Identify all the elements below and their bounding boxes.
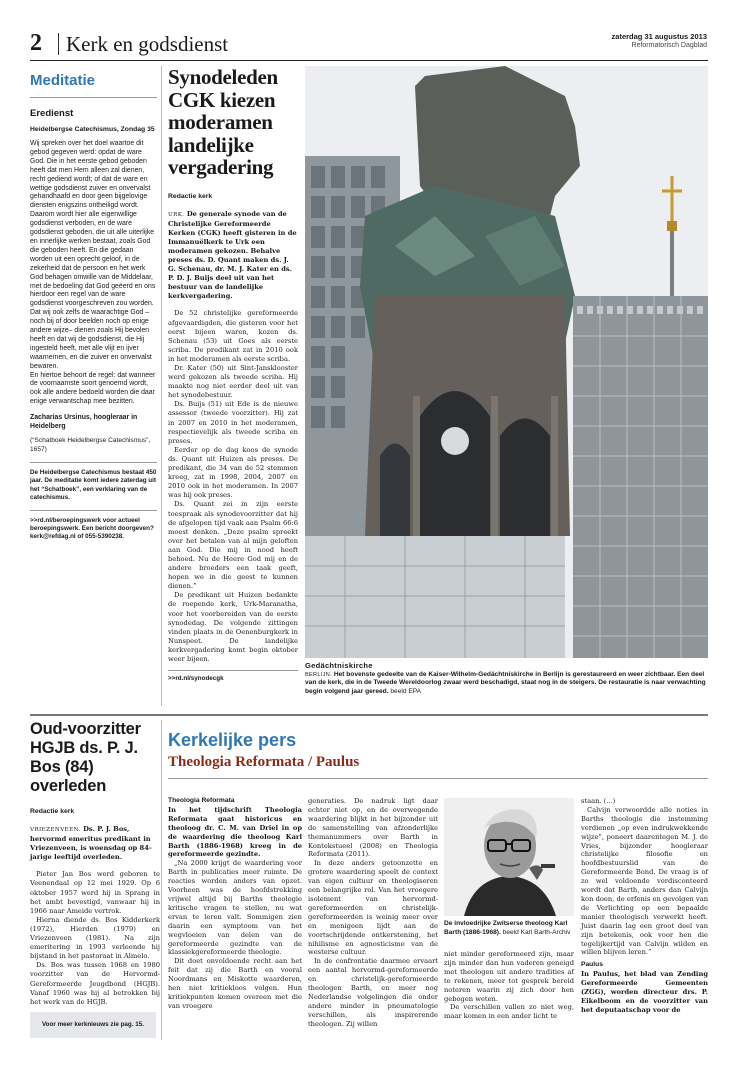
pers-column-4 xyxy=(581,797,708,1015)
bos-paragraph: Pieter Jan Bos werd geboren te Veenendaal op 12 mei 1929. Op 6 oktober 1957 werd hij in Sprang in het ambt bevestigd, vanwaar hij in 1966 naar Ameide vertrok. xyxy=(30,870,160,915)
bos-lead xyxy=(30,825,160,862)
pers-column-2 xyxy=(308,797,438,1029)
pers-paragraph: In de confrontatie daarmee ervaart een aantal hervormd-gereformeerde en christelijk-gereformeerde theologen Barth, en meer nog Nederlandse volgelingen die onder andere minder in pneumatologie verschillen, als inspirerende theologen. Zij willen xyxy=(308,957,438,1028)
synode-paragraph: Dr. Kater (50) uit Sint-Jansklooster werd gekozen als tweede scriba. Hij maakte nog niet eerder deel uit van het synodebestuur. xyxy=(168,364,298,400)
section-rule xyxy=(30,714,708,716)
photo-caption-body: Het bovenste gedeelte van de Kaiser-Wilhelm-Gedächtniskirche in Berlijn is gerestaureerd en weer zichtbaar. Een deel van de kerk, die in de Tweede Wereldoorlog zwaar werd beschadigd, staat nog in de steigers. De restauratie is naar verwachting begin volgend jaar gereed. xyxy=(305,670,706,695)
barth-caption-text: De invloedrijke Zwitserse theoloog Karl Barth (1886-1968). xyxy=(444,920,568,936)
pers-paragraph: staan. (...) xyxy=(581,797,616,805)
meditatie-column xyxy=(30,66,157,542)
pers-paragraph: Dit doet onvoldoende recht aan het feit dat zij die Barth en vooral Noordmans en Miskotte waarderen, hen niet kritiekloos volgen. Hun kritiekpunten komen overeen met die van vroegere xyxy=(168,957,302,1010)
meditatie-book: (“Schatboek Heidelbergse Catechismus”, 1657) xyxy=(30,437,151,453)
meditatie-title: Meditatie xyxy=(30,66,157,98)
synode-paragraph: De predikant uit Huizen bedankte de roepende kerk, Urk-Maranatha, voor het voorbereiden van de eerste synodedag. De volgende zittingen vinden plaats in de Oenenburgkerk in Nunspeet. De landelijke kerkvergadering komt begin oktober weer bijeen. xyxy=(168,591,298,663)
pers-title: Kerkelijke pers xyxy=(168,730,297,750)
meditatie-note: De Heidelbergse Catechismus bestaat 450 jaar. De meditatie komt iedere zaterdag uit het “Schatboek”, een verklaring van de catechismus. xyxy=(30,462,157,502)
synode-body xyxy=(168,309,298,664)
meditatie-paragraph: Wij spreken over het doel waartoe dit gebod gegeven werd: opdat de ware God. Die in het eerste gebod geboden heeft dat men Hem alleen zal dienen, recht gediend wordt; of dat de ware en wettige godsdienst zuiver en onvervalst gehandhaafd en door geen bijgelovige diensten enigszins ontheiligd wordt. Daarom wordt hier alle eigenwillige godsdienst verboden, en de ware godsdienst geboden, die uit alle uiterlijke en innerlijke werken bestaat, zoals God die geboden heeft. En die gedaan worden uit een oprecht geloof, in de zekerheid dat de persoon en het werk God behagen omwille van de Middelaar, met de bedoeling dat God geëerd en ons hierdoor een regel van de ware godsdienst voorgeschreven zou worden. Dat wij ook zelfs de waarachtige God –noch bij of door beelden noch op enige andere wijze– dienen zoals Hij bevolen heeft en dat wij de godsdienst, die Hij ingesteld heeft, met alle vlijt en ijver waarnemen, en die zuiver en onvervalst bewaren. xyxy=(30,140,156,370)
barth-portrait xyxy=(444,798,574,916)
photo-caption-dateline: BERLIJN. xyxy=(305,671,332,678)
newspaper-name: Reformatorisch Dagblad xyxy=(631,42,707,49)
synode-lead-text: De generale synode van de Christelijke Gereformeerde Kerken (CGK) heeft gisteren in de Immanuëlkerk te Urk een moderamen gekozen. Behalve preses ds. D. Quant maken ds. J. G. Schenau, dr. M. J. Kater en ds. P. D. J. Buijs deel uit van het bestuur van de landelijke kerkvergadering. xyxy=(168,209,297,301)
column-divider xyxy=(161,66,162,706)
pers-paragraph: In deze anders getoonzette en grotere waardering speelt de context van eigen cultuur en theologiseren een belangrijke rol. Van het vroegere isolement van hervormd-gereformeerden en christelijk-gereformeerden is weinig meer over en menigeen lijdt aan de voortschrijdende ontkerstening, het nihilisme en agnosticisme van de westerse cultuur. xyxy=(308,859,438,957)
barth-caption xyxy=(444,920,574,937)
page-number: 2 xyxy=(30,30,42,56)
pers-col1-head: Theologia Reformata xyxy=(168,797,235,804)
bos-headline: Oud-voorzitter HGJB ds. P. J. Bos (84) overleden xyxy=(30,720,141,795)
bos-lead-text: Ds. P. J. Bos, hervormd emeritus predikant in Vriezenveen, is woensdag op 84-jarige leeftijd overleden. xyxy=(30,825,152,862)
meditatie-paragraph: En hiertoe behoort de regel: dat wanneer de voornaamste soort genoemd wordt, ook alle andere bedoeld worden die daar enige verwantschap mee bezitten. xyxy=(30,371,156,406)
synode-headline: Synodeleden CGK kiezen moderamen landelijke vergadering xyxy=(168,65,278,179)
meditatie-source: Heidelbergse Catechismus, Zondag 35 xyxy=(30,126,155,133)
pers-paragraph: generaties. De nadruk ligt daar echter niet op, en de overwegende waardering blijkt in het bijzonder uit de samenstelling van afzonderlijke themanummers over Barth in Kontekstueel (2008) en Theologia Reformata (2011). xyxy=(308,797,438,859)
column-divider xyxy=(161,720,162,1040)
synode-byline: Redactie kerk xyxy=(168,192,213,200)
photo-caption xyxy=(305,662,708,696)
synode-article xyxy=(168,66,298,682)
bos-article xyxy=(30,720,160,1007)
barth-credit: beeld Karl Barth-Archiv xyxy=(502,928,571,936)
pers-paragraph: De verschillen vallen zo niet weg, maar komen in een ander licht te xyxy=(444,1003,574,1021)
pers-paragraph: Calvijn verwoordde alle noties in Barths theologie die instemming verdienen „op even indrukwekkende wijze”, poneert daarentegen M. J. de Vries, bijzonder hoogleraar christelijke filosofie en hoofdbestuurslid van de Gereformeerde Bond. De vraag is of zo wel voldoende verdisconteerd wordt dat Barth, anders dan Calvijn kon doen, de erfenis en gevolgen van de Verlichting op een bepaalde manier theologisch verwerkt heeft. Juist daarin lag een groot deel van zijn betekenis, ook voor hen die tegelijkertijd van Calvijn wilden en willen blijven leren.” xyxy=(581,805,708,957)
synode-lead xyxy=(168,210,298,302)
header-rule xyxy=(30,60,708,61)
pers-column-1 xyxy=(168,797,302,1011)
photo-caption-title: Gedächtniskirche xyxy=(305,661,373,670)
meditatie-subtitle: Eredienst xyxy=(30,108,74,119)
synode-link[interactable]: >>rd.nl/synodecgk xyxy=(168,670,298,682)
pers-col4-head: Paulus xyxy=(581,961,603,969)
photo-caption-text xyxy=(305,671,708,697)
beroepingswerk-link[interactable]: >>rd.nl/beroepingswerk voor actueel beroepingswerk. Een bericht doorgeven? kerk@refdag.nl of 055-5390238. xyxy=(30,510,157,542)
header-divider xyxy=(58,33,59,55)
section-title: Kerk en godsdienst xyxy=(66,32,229,56)
issue-date: zaterdag 31 augustus 2013 xyxy=(611,32,707,41)
pers-col1-lead: In het tijdschrift Theologia Reformata gaat historicus en theoloog dr. C. M. van Driel in op de waardering die theoloog Karl Barth (1886-1968) kreeg in de gereformeerde gezindte. xyxy=(168,805,302,859)
synode-paragraph: Ds. Quant zei in zijn eerste toespraak als synodevoorzitter dat hij de afgelopen tijd vaak aan Psalm 66:6 moest denken. „Deze psalm spreekt over het betalen van al mijn geloften aan God. Die mij in nood heeft behoed. Nu de Heere God mij en de andere broeders een taak geeft, hopen we in die geest te kunnen dienen.” xyxy=(168,500,298,591)
bos-body xyxy=(30,870,160,1006)
meditatie-author: Zacharias Ursinus, hoogleraar in Heidelberg xyxy=(30,414,138,431)
pers-subtitle: Theologia Reformata / Paulus xyxy=(168,754,360,770)
photo-credit: beeld EPA xyxy=(390,687,422,695)
bos-byline: Redactie kerk xyxy=(30,808,75,815)
church-photo xyxy=(305,66,708,658)
bos-dateline: VRIEZENVEEN. xyxy=(30,827,81,833)
pers-rule xyxy=(168,778,708,779)
bos-paragraph: Ds. Bos was tussen 1968 en 1980 voorzitter van de Hervormd-Gereformeerde Jeugdbond (HGJB). Vanaf 1960 was hij al betrokken bij het werk van de HGJB. xyxy=(30,961,160,1006)
synode-paragraph: De 52 christelijke gereformeerde afgevaardigden, die gisteren voor het eerst bijeen waren, kozen ds. Schenau (53) uit Goes als eerste scriba. De predikant zat in 2010 ook in het moderamen als eerste scriba. xyxy=(168,309,298,363)
pers-column-3 xyxy=(444,950,574,1021)
bos-paragraph: Hierna diende ds. Bos Kidderkerk (1972), Hierden (1979) en Vriezenveen (1981). Na zijn emeritering in 1993 verleende hij bijstand in het pastoraat in Almelo. xyxy=(30,915,160,961)
synode-paragraph: Eerder op de dag koos de synode ds. Quant uit Huizen als preses. De predikant, die 34 van de 52 stemmen kreeg, zat in 1998, 2004, 2007 en 2010 ook in het moderamen. In 2007 was hij ook preses. xyxy=(168,445,298,500)
pers-paragraph: niet minder gereformeerd zijn, maar zijn minder dan hun vaderen geneigd met theologen uit andere tradities af te rekenen, meer tot gesprek bereid noteren waarin zij zich door hen gebogen weten. xyxy=(444,950,574,1003)
synode-paragraph: Ds. Buijs (51) uit Ede is de nieuwe assessor (tweede voorzitter). Hij zat in 2007 en 2010 in het moderamen, respectievelijk als tweede scriba en preses. xyxy=(168,400,298,445)
pers-col4-lead: In Paulus, het blad van Zending Gereformeerde Gemeenten (ZGG), worden directeur drs. P. Eikelboom en de voorzitter van het deputaatschap voor de xyxy=(581,970,708,1014)
meditatie-body xyxy=(30,140,157,407)
more-news-box[interactable]: Voor meer kerknieuws zie pag. 15. xyxy=(30,1012,156,1038)
church-illustration xyxy=(305,66,708,658)
pers-paragraph: „Na 2000 krijgt de waardering voor Barth in publicaties meer ruimte. De reacties worden anders van opzet. Voorheen was de hoofdstrekking vrijwel altijd bij Barths theologie kritische vragen te stellen, nu wat ervan te leren valt. Sommigen zien daarin een symptoom van het wegvloeien van delen van de gereformeerde gezindte van de klassiekgereformeerde theologie. xyxy=(168,859,302,957)
synode-dateline: URK. xyxy=(168,211,185,218)
barth-portrait-illustration xyxy=(444,798,574,916)
